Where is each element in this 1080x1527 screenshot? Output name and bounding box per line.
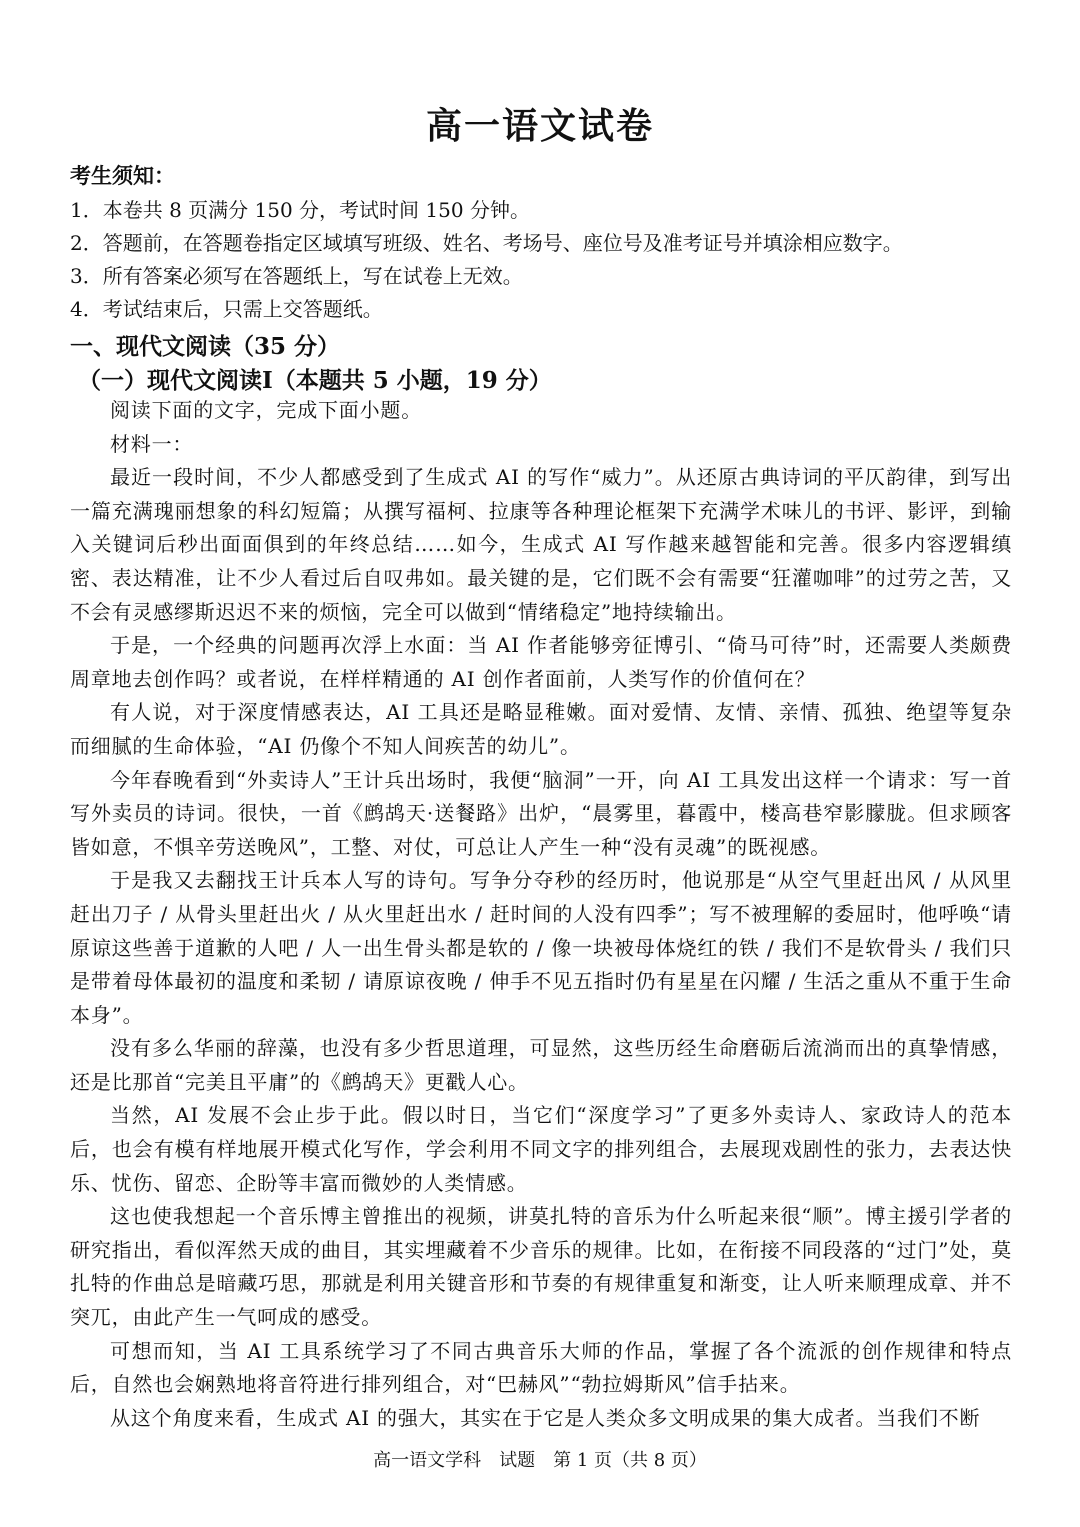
notice-item: 4．考试结束后，只需上交答题纸。 — [70, 297, 383, 321]
material-label: 材料一： — [110, 431, 194, 456]
section-heading: 一、现代文阅读（35 分） — [70, 333, 341, 360]
instruction-paragraph: 阅读下面的文字，完成下面小题。 — [110, 398, 422, 422]
passage-paragraph: 最近一段时间，不少人都感受到了生成式 AI 的写作“威力”。从还原古典诗词的平仄韵律，到写出一篇充满瑰丽想象的科幻短篇；从撰写福柯、拉康等各种理论框架下充满学术味儿的书评、影评，到输入关键词后秒出面面俱到的年终总结……如今，生成式 AI 写作越来越智能和完善。很多内容逻辑缜密、表达精准，让不少人看过后自叹弗如。最关键的是，它们既不会有需要“狂灌咖啡”的过劳之苦，又不会有灵感缪斯迟迟不来的烦恼，完全可以做到“情绪稳定”地持续输出。 — [70, 465, 1012, 624]
page-title: 高一语文试卷 — [425, 105, 654, 147]
notice-item: 2．答题前，在答题卷指定区域填写班级、姓名、考场号、座位号及准考证号并填涂相应数字。 — [70, 231, 903, 255]
passage-paragraph: 今年春晚看到“外卖诗人”王计兵出场时，我便“脑洞”一开，向 AI 工具发出这样一个请求：写一首写外卖员的诗词。很快，一首《鹧鸪天·送餐路》出炉，“晨雾里，暮霞中，楼高巷窄影朦胧。但求顾客皆如意，不惧辛劳送晚风”，工整、对仗，可总让人产生一种“没有灵魂”的既视感。 — [70, 767, 1012, 859]
reading-passage — [70, 394, 1012, 1435]
passage-paragraph: 于是，一个经典的问题再次浮上水面：当 AI 作者能够旁征博引、“倚马可待”时，还需要人类颇费周章地去创作吗？或者说，在样样精通的 AI 创作者面前，人类写作的价值何在？ — [70, 633, 1012, 691]
section-subheading: （一）现代文阅读Ⅰ（本题共 5 小题，19 分） — [78, 367, 552, 394]
passage-paragraph: 可想而知，当 AI 工具系统学习了不同古典音乐大师的作品，掌握了各个流派的创作规律和特点后，自然也会娴熟地将音符进行排列组合，对“巴赫风”“勃拉姆斯风”信手拈来。 — [70, 1338, 1012, 1397]
passage-paragraph: 这也使我想起一个音乐博主曾推出的视频，讲莫扎特的音乐为什么听起来很“顺”。博主援引学者的研究指出，看似浑然天成的曲目，其实埋藏着不少音乐的规律。比如，在衔接不同段落的“过门”处，莫扎特的作曲总是暗藏巧思，那就是利用关键音形和节奏的有规律重复和渐变，让人听来顺理成章、并不突兀，由此产生一气呵成的感受。 — [70, 1204, 1012, 1330]
passage-paragraph: 于是我又去翻找王计兵本人写的诗句。写争分夺秒的经历时，他说那是“从空气里赶出风 / 从风里赶出刀子 / 从骨头里赶出火 / 从火里赶出水 / 赶时间的人没有四季”；写不被理解的委屈时，他呼唤“请原谅这些善于道歉的人吧 / 人一出生骨头都是软的 / 像一块被母体烧红的铁 / 我们不是软骨头 / 我们只是带着母体最初的温度和柔韧 / 请原谅夜晚 / 伸手不见五指时仍有星星在闪耀 / 生活之重从不重于生命本身”。 — [70, 868, 1012, 1027]
notice-list — [70, 194, 1020, 326]
page-footer: 高一语文学科 试题 第 1 页（共 8 页） — [373, 1450, 707, 1471]
passage-paragraph: 有人说，对于深度情感表达，AI 工具还是略显稚嫩。面对爱情、友情、亲情、孤独、绝望等复杂而细腻的生命体验，“AI 仍像个不知人间疾苦的幼儿”。 — [70, 700, 1012, 758]
notice-item: 1．本卷共 8 页满分 150 分，考试时间 150 分钟。 — [70, 198, 530, 222]
passage-paragraph: 从这个角度来看，生成式 AI 的强大，其实在于它是人类众多文明成果的集大成者。当我们不断 — [110, 1405, 981, 1430]
notice-item: 3．所有答案必须写在答题纸上，写在试卷上无效。 — [70, 264, 523, 288]
passage-paragraph: 没有多么华丽的辞藻，也没有多少哲思道理，可显然，这些历经生命磨砺后流淌而出的真挚情感，还是比那首“完美且平庸”的《鹧鸪天》更戳人心。 — [70, 1036, 1012, 1094]
notice-heading: 考生须知： — [70, 163, 175, 188]
passage-paragraph: 当然，AI 发展不会止步于此。假以时日，当它们“深度学习”了更多外卖诗人、家政诗人的范本后，也会有模有样地展开模式化写作，学会利用不同文字的排列组合，去展现戏剧性的张力，去表达快乐、忧伤、留恋、企盼等丰富而微妙的人类情感。 — [70, 1103, 1012, 1195]
